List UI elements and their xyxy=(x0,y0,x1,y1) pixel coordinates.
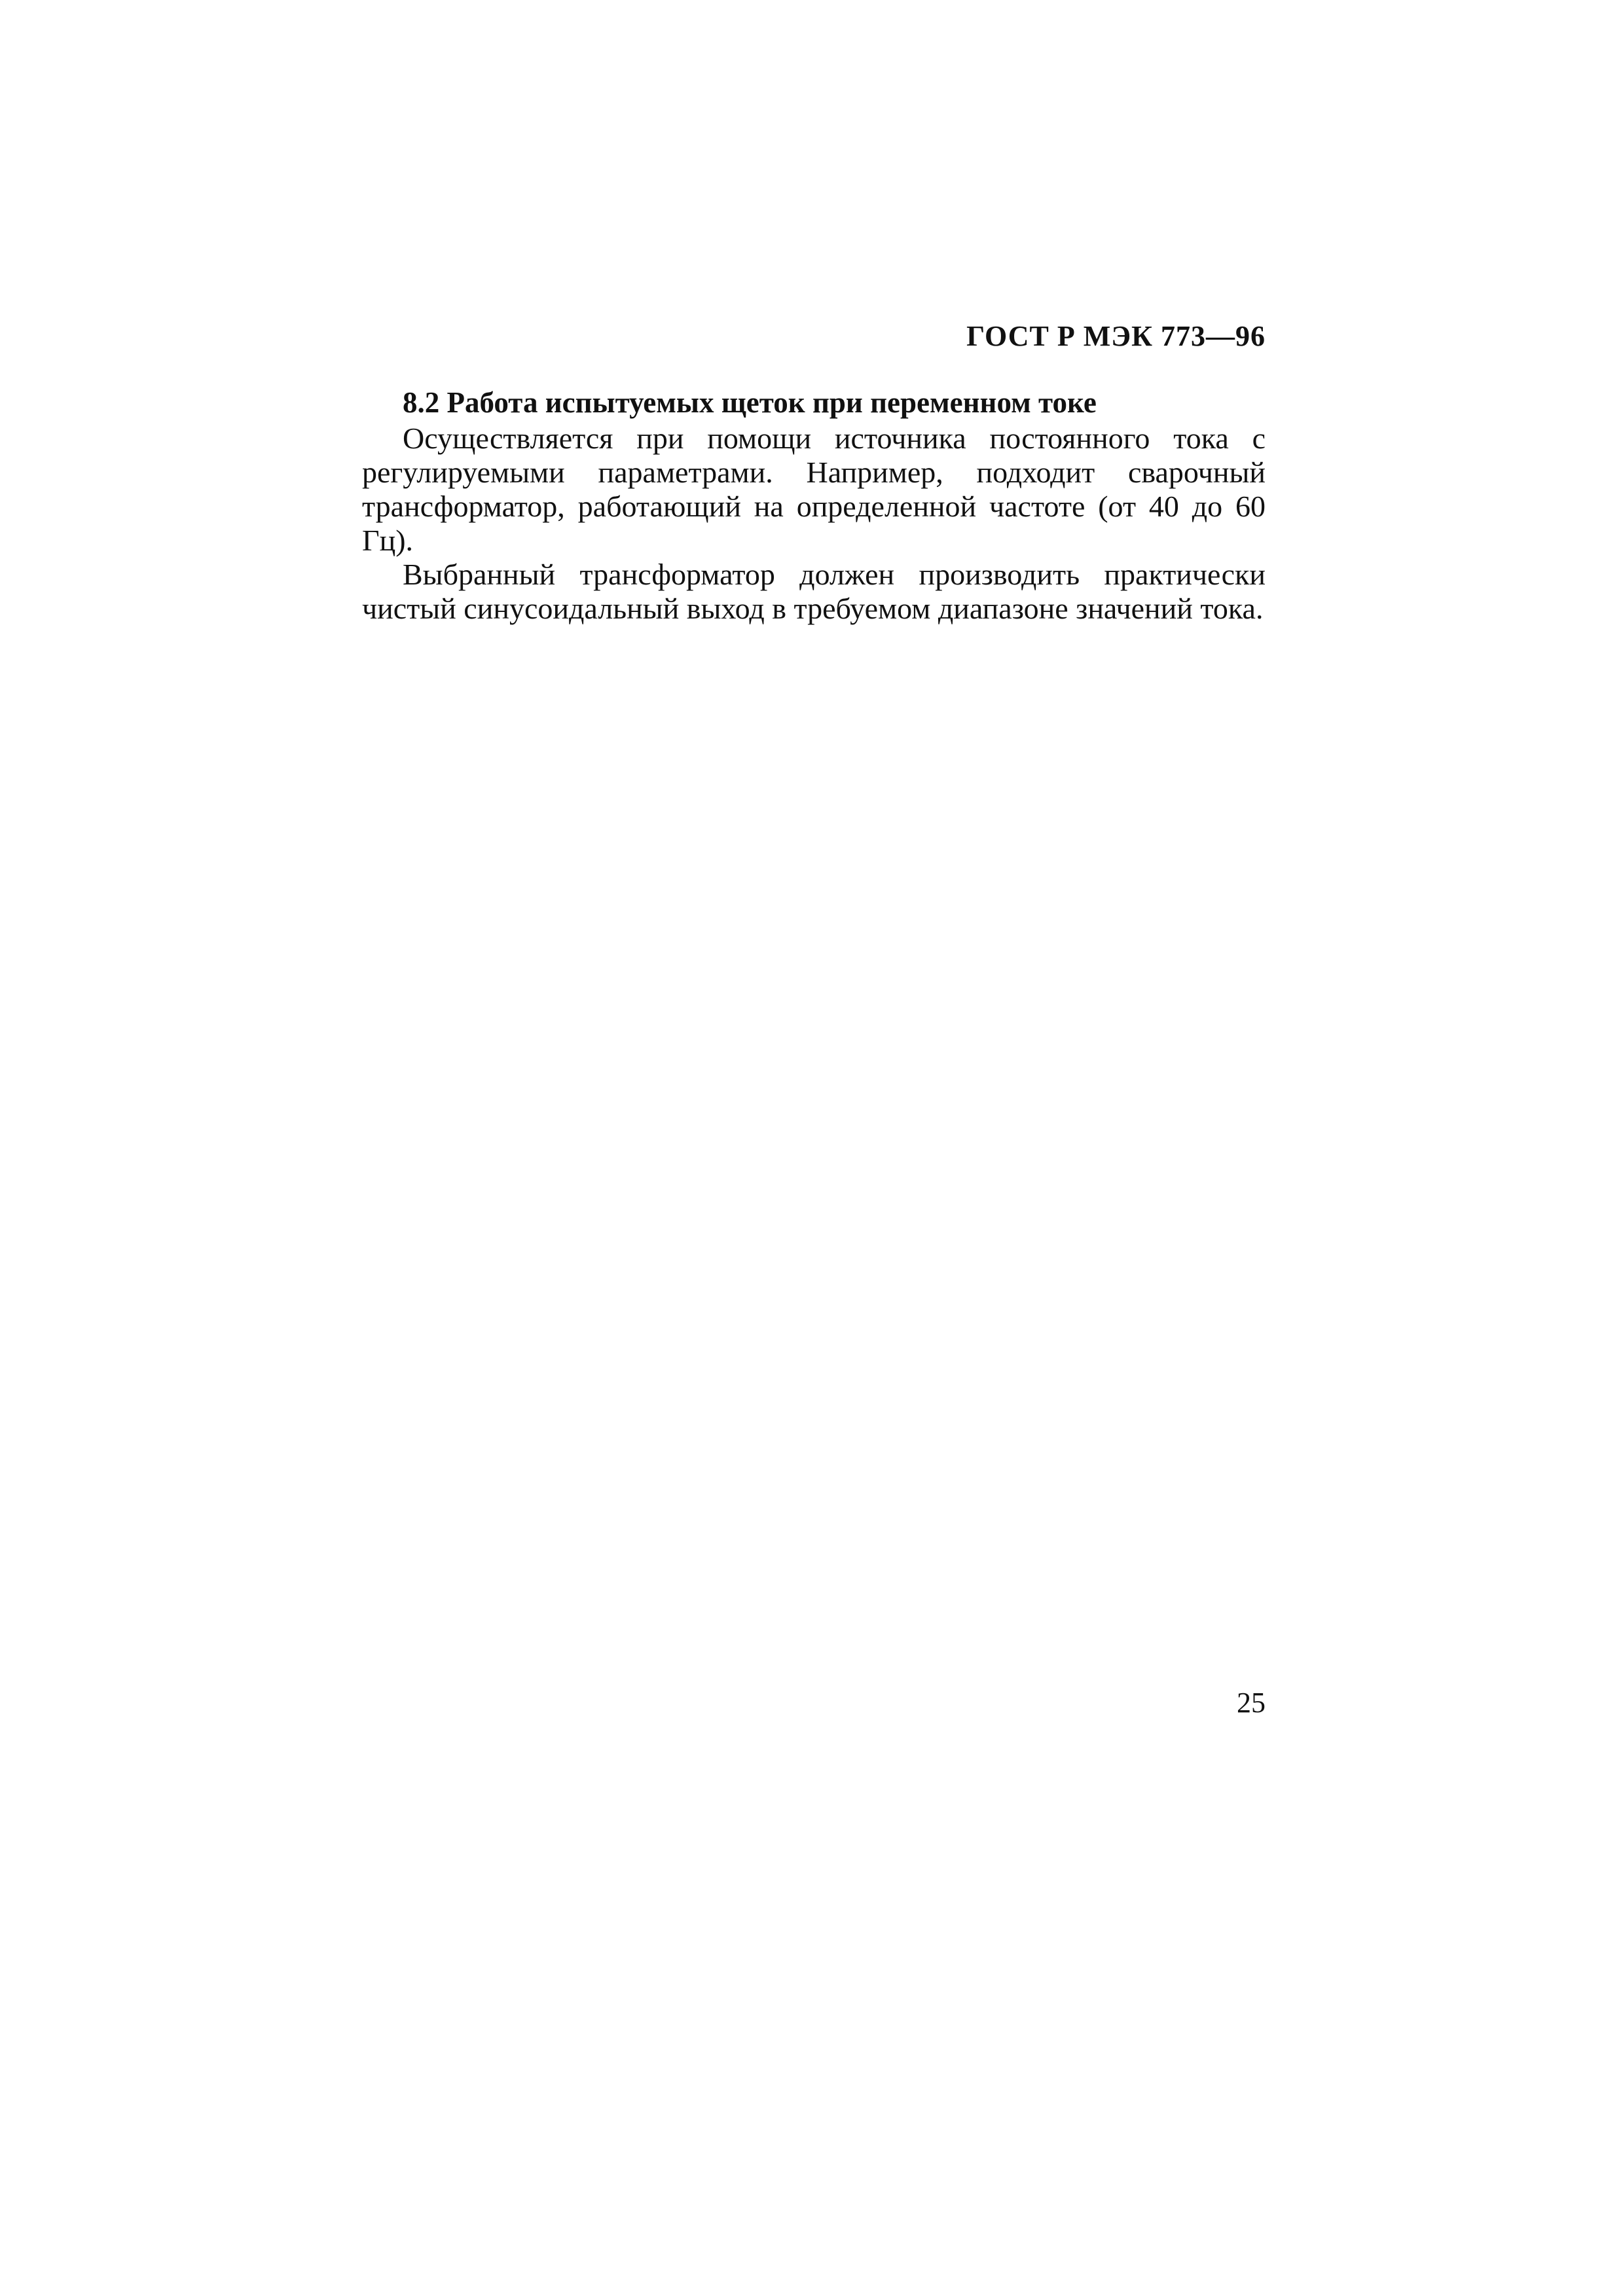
section-title: 8.2 Работа испытуемых щеток при переменном токе xyxy=(403,386,1097,419)
standard-code-header: ГОСТ Р МЭК 773—96 xyxy=(966,320,1266,352)
page-number: 25 xyxy=(1237,1687,1266,1719)
paragraph-2: Выбранный трансформатор должен производить практически чистый синусоидальный выход в требуемом диапазоне значений тока. xyxy=(362,558,1266,625)
paragraph-1: Осуществляется при помощи источника постоянного тока с регулируемыми параметрами. Например, подходит сварочный трансформатор, работающий на определенной частоте (от 40 до 60 Гц). xyxy=(362,422,1266,557)
section-body xyxy=(362,385,1266,626)
